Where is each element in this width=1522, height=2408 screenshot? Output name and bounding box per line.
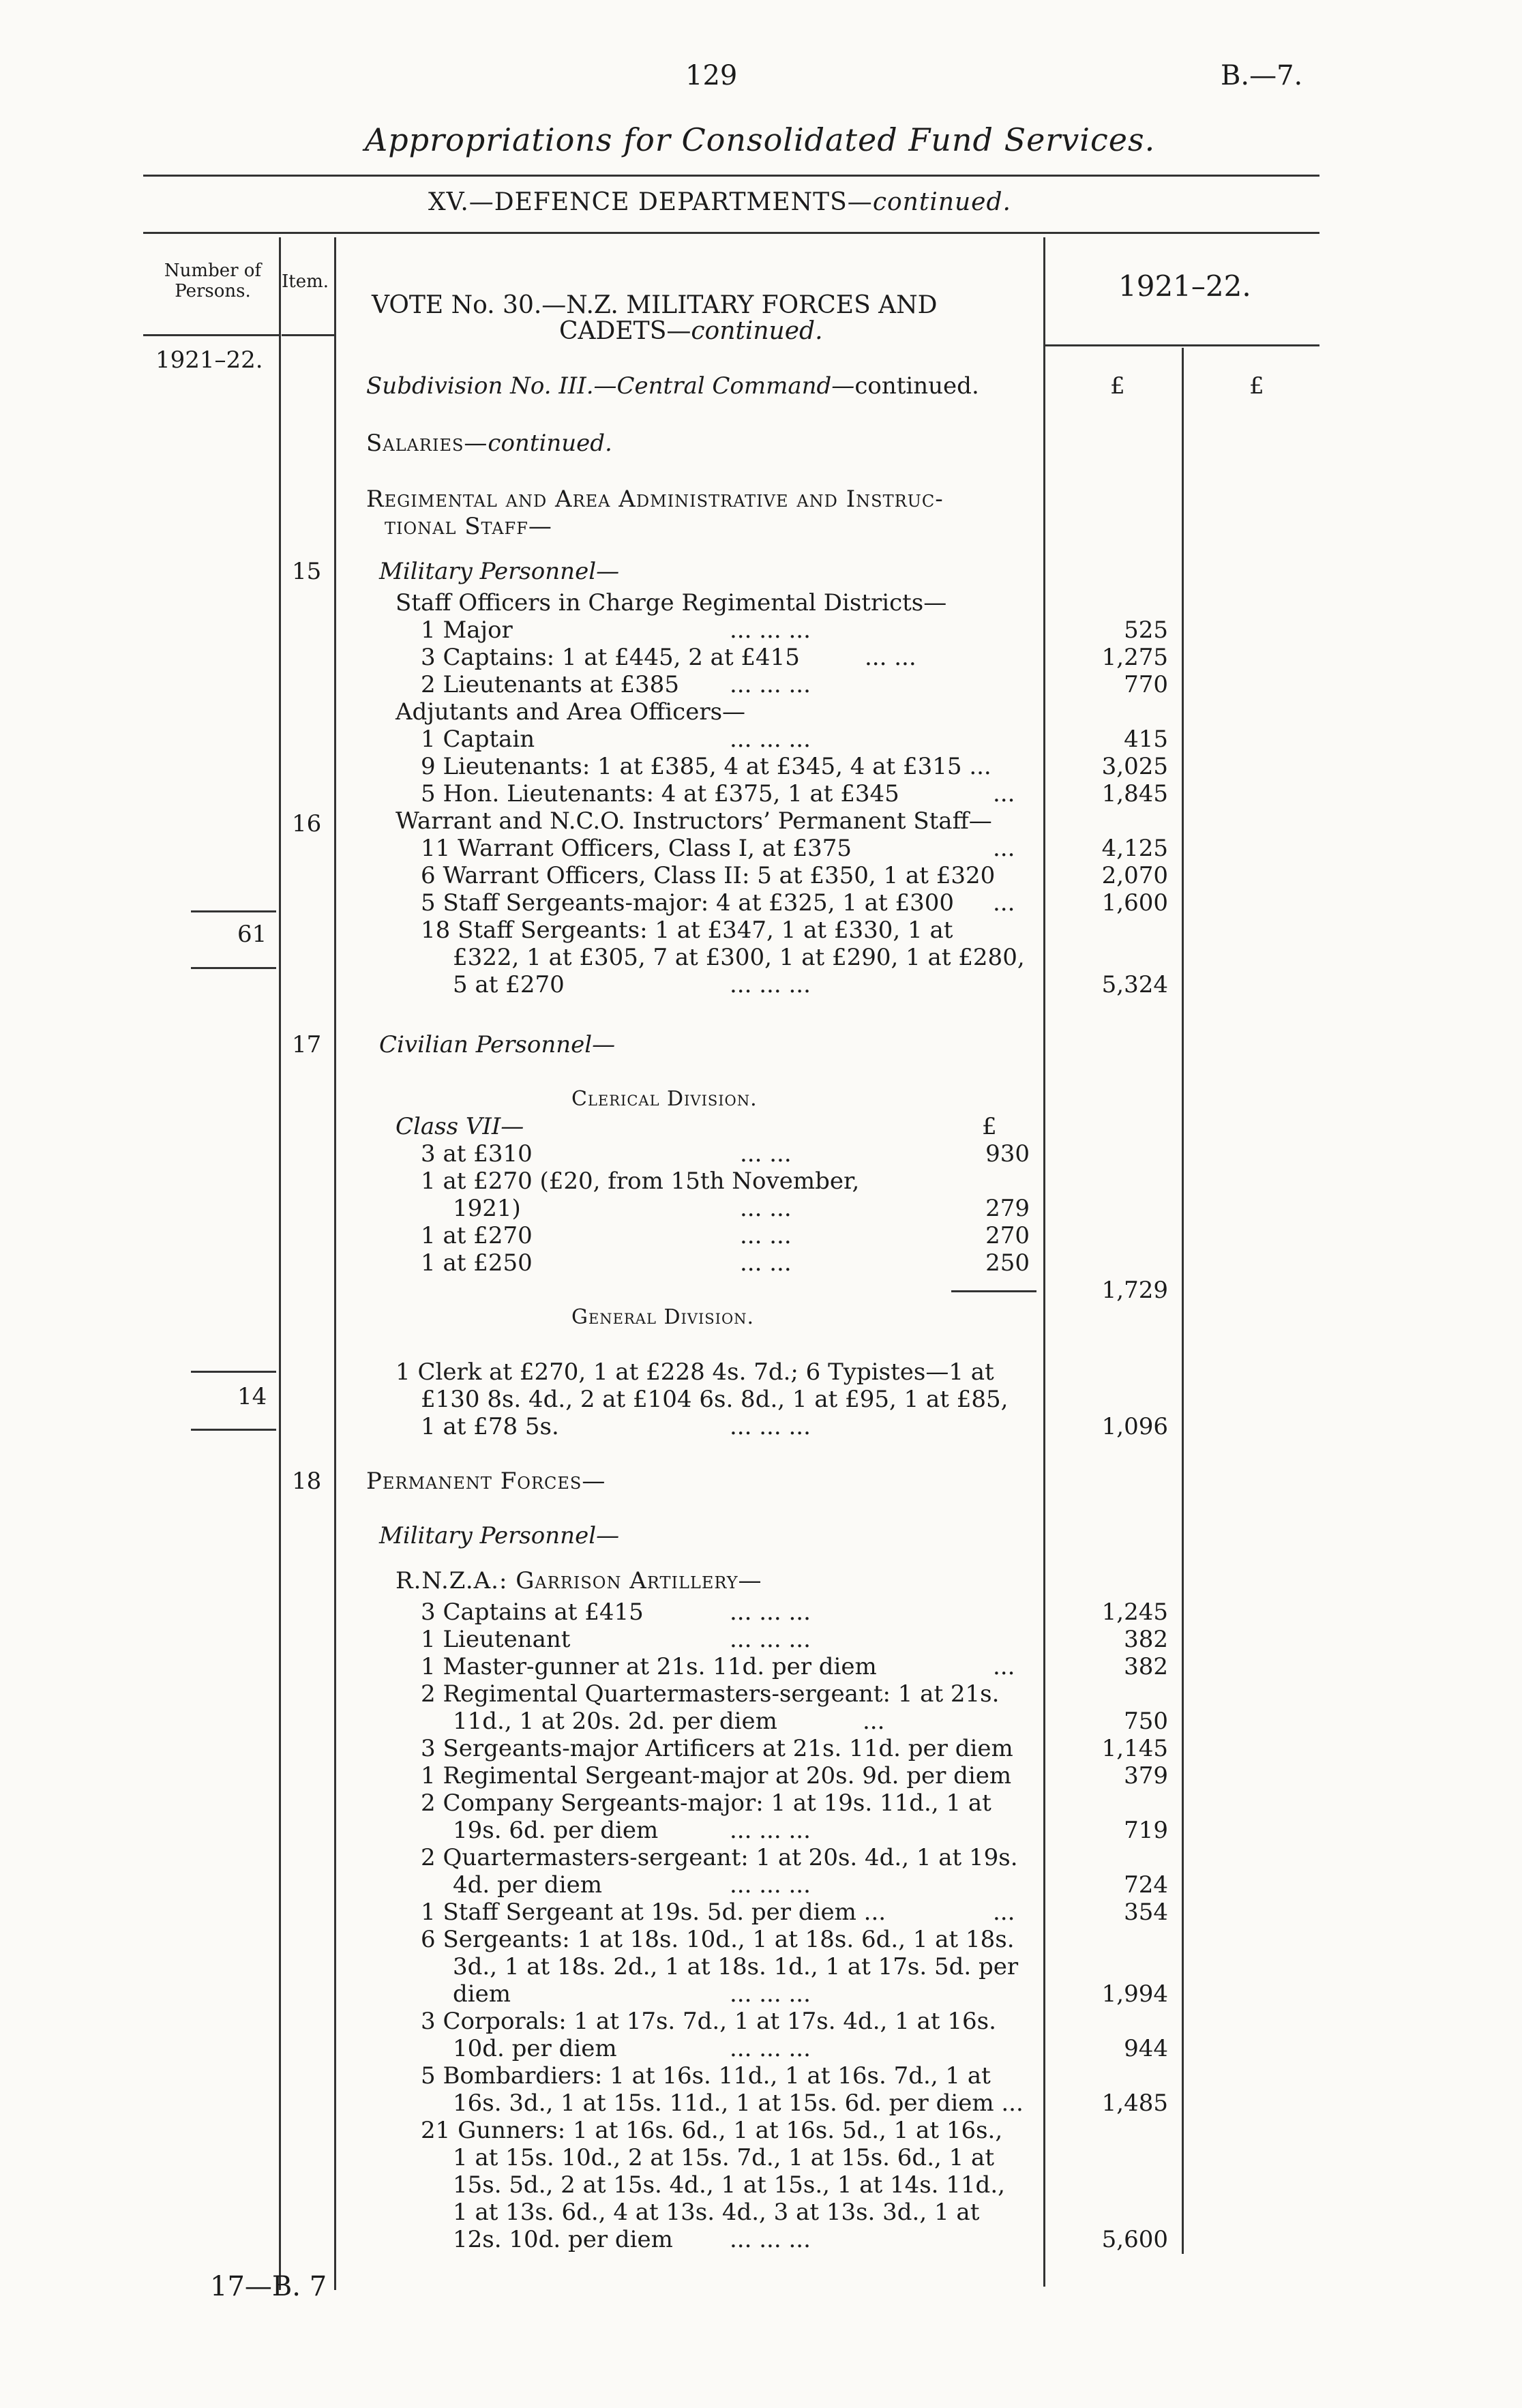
staff-officers-heading: Staff Officers in Charge Regimental Districts—	[396, 589, 947, 616]
perm-line-rsm: 1 Regimental Sergeant-major at 20s. 9d. per diem	[421, 1762, 1012, 1789]
leader-dots: ...	[993, 1653, 1015, 1680]
inner-amount: 279	[985, 1195, 1030, 1222]
leader-dots: ... ... ...	[730, 726, 811, 753]
military-personnel-heading: Military Personnel—	[379, 558, 620, 585]
perm-line-lieutenant: 1 Lieutenant	[421, 1626, 571, 1653]
page-title: Appropriations for Consolidated Fund Services.	[365, 121, 1156, 158]
line-captain: 1 Captain	[421, 726, 535, 753]
column-rule-1	[279, 237, 281, 2290]
amount: 1,145	[1101, 1735, 1168, 1762]
page-number: 129	[685, 60, 738, 91]
inner-pound-sign: £	[982, 1113, 997, 1140]
line-staff-sergeants-2: £322, 1 at £305, 7 at £300, 1 at £290, 1 at £280,	[453, 944, 1025, 971]
vote-heading-1: VOTE No. 30.—N.Z. MILITARY FORCES AND	[372, 291, 938, 319]
amount: 354	[1124, 1899, 1168, 1926]
section-rule	[143, 232, 1319, 234]
clerical-line-270a-2: 1921)	[453, 1195, 521, 1222]
leader-dots: ... ... ...	[730, 2226, 811, 2253]
perm-line-corporals-1: 3 Corporals: 1 at 17s. 7d., 1 at 17s. 4d., 1 at 16s.	[421, 2008, 996, 2035]
regimental-heading-1: Regimental and Area Administrative and Instruc-	[366, 486, 944, 513]
clerical-line-270a-1: 1 at £270 (£20, from 15th November,	[421, 1168, 860, 1195]
leader-dots: ... ...	[740, 1195, 792, 1222]
leader-dots: ...	[993, 1899, 1015, 1926]
perm-line-sergeants-major-artificers: 3 Sergeants-major Artificers at 21s. 11d. per diem	[421, 1735, 1013, 1762]
perm-line-staff-sergeant: 1 Staff Sergeant at 19s. 5d. per diem ...	[421, 1899, 886, 1926]
persons-14: 14	[237, 1383, 267, 1410]
amount: 415	[1124, 726, 1168, 753]
perm-line-gunners-1: 21 Gunners: 1 at 16s. 6d., 1 at 16s. 5d., 1 at 16s.,	[421, 2117, 1003, 2144]
pound-sign-1: £	[1110, 372, 1125, 400]
military-personnel-heading-2: Military Personnel—	[379, 1522, 620, 1549]
amount: 525	[1124, 616, 1168, 644]
permanent-forces-heading: Permanent Forces—	[366, 1468, 606, 1495]
perm-line-bombardiers-1: 5 Bombardiers: 1 at 16s. 11d., 1 at 16s. 7d., 1 at	[421, 2062, 991, 2090]
amount: 5,600	[1101, 2226, 1168, 2253]
leader-dots: ... ...	[740, 1140, 792, 1168]
class-vii-heading: Class VII—	[396, 1113, 524, 1140]
perm-line-corporals-2: 10d. per diem	[453, 2035, 617, 2062]
persons-rule	[191, 910, 276, 912]
clerical-division-heading: Clerical Division.	[571, 1087, 758, 1111]
leader-dots: ...	[993, 780, 1015, 807]
leader-dots: ... ...	[740, 1249, 792, 1277]
perm-line-sergeants-1: 6 Sergeants: 1 at 18s. 10d., 1 at 18s. 6d., 1 at 18s.	[421, 1926, 1015, 1953]
amount: 724	[1124, 1871, 1168, 1899]
item-15: 15	[292, 558, 322, 585]
amount: 382	[1124, 1653, 1168, 1680]
persons-rule	[191, 967, 276, 969]
section-title: XV.—DEFENCE DEPARTMENTS—continued.	[428, 188, 1011, 216]
clerical-line-250: 1 at £250	[421, 1249, 533, 1277]
amount: 4,125	[1101, 835, 1168, 862]
clerical-line-310: 3 at £310	[421, 1140, 533, 1168]
amount: 1,845	[1101, 780, 1168, 807]
line-staff-sergeants-3: 5 at £270	[453, 971, 565, 998]
amount: 379	[1124, 1762, 1168, 1789]
leader-dots: ... ...	[740, 1222, 792, 1249]
perm-line-gunners-2: 1 at 15s. 10d., 2 at 15s. 7d., 1 at 15s. 6d., 1 at	[453, 2144, 994, 2171]
rnza-heading: R.N.Z.A.: Garrison Artillery—	[396, 1567, 762, 1594]
leader-dots: ... ...	[865, 644, 916, 671]
line-6-warrant-officers: 6 Warrant Officers, Class II: 5 at £350, 1 at £320	[421, 862, 996, 889]
persons-rule	[191, 1371, 276, 1373]
salaries-heading: Salaries—continued.	[366, 430, 612, 457]
perm-line-rqms-2: 11d., 1 at 20s. 2d. per diem	[453, 1708, 777, 1735]
subdivision-heading: Subdivision No. III.—Central Command—continued.	[366, 372, 979, 400]
perm-line-gunners-4: 1 at 13s. 6d., 4 at 13s. 4d., 3 at 13s. 3d., 1 at	[453, 2199, 980, 2226]
amount: 3,025	[1101, 753, 1168, 780]
leader-dots: ... ... ...	[730, 971, 811, 998]
persons-61: 61	[237, 921, 267, 948]
amount: 944	[1124, 2035, 1168, 2062]
amount: 750	[1124, 1708, 1168, 1735]
header-year-left: 1921–22.	[155, 346, 263, 374]
clerical-sum-rule	[951, 1290, 1036, 1292]
item-17: 17	[292, 1031, 322, 1058]
perm-line-captains: 3 Captains at £415	[421, 1599, 644, 1626]
perm-line-rqms-1: 2 Regimental Quartermasters-sergeant: 1 at 21s.	[421, 1680, 1000, 1708]
civilian-personnel-heading: Civilian Personnel—	[379, 1031, 616, 1058]
line-9-lieutenants: 9 Lieutenants: 1 at £385, 4 at £345, 4 at £315 ...	[421, 753, 991, 780]
inner-amount: 930	[985, 1140, 1030, 1168]
item-18: 18	[292, 1468, 322, 1495]
leader-dots: ... ... ...	[730, 1626, 811, 1653]
perm-line-csm-1: 2 Company Sergeants-major: 1 at 19s. 11d., 1 at	[421, 1789, 991, 1817]
leader-dots: ...	[993, 835, 1015, 862]
item-16: 16	[292, 810, 322, 837]
header-rule-left	[143, 334, 280, 336]
general-line-1: 1 Clerk at £270, 1 at £228 4s. 7d.; 6 Typistes—1 at	[396, 1358, 994, 1386]
amount: 2,070	[1101, 862, 1168, 889]
amount: 1,485	[1101, 2090, 1168, 2117]
perm-line-sergeants-3: diem	[453, 1980, 511, 2008]
amount: 770	[1124, 671, 1168, 698]
line-hon-lieutenants: 5 Hon. Lieutenants: 4 at £375, 1 at £345	[421, 780, 899, 807]
perm-line-qms-2: 4d. per diem	[453, 1871, 602, 1899]
doc-reference: B.—7.	[1221, 60, 1303, 91]
header-number-of-persons: Number of Persons.	[164, 261, 262, 301]
perm-line-csm-2: 19s. 6d. per diem	[453, 1817, 659, 1844]
amount: 1,600	[1101, 889, 1168, 917]
perm-line-gunners-3: 15s. 5d., 2 at 15s. 4d., 1 at 15s., 1 at 14s. 11d.,	[453, 2171, 1005, 2199]
leader-dots: ... ... ...	[730, 616, 811, 644]
leader-dots: ... ... ...	[730, 1599, 811, 1626]
column-rule-3	[1043, 237, 1045, 2287]
amount: 1,245	[1101, 1599, 1168, 1626]
regimental-heading-2: tional Staff—	[385, 513, 552, 540]
clerical-total: 1,729	[1101, 1277, 1168, 1304]
top-rule	[143, 175, 1319, 177]
general-division-heading: General Division.	[571, 1305, 755, 1329]
line-11-warrant-officers: 11 Warrant Officers, Class I, at £375	[421, 835, 852, 862]
inner-amount: 270	[985, 1222, 1030, 1249]
amount: 719	[1124, 1817, 1168, 1844]
leader-dots: ... ... ...	[730, 1980, 811, 2008]
perm-line-qms-1: 2 Quartermasters-sergeant: 1 at 20s. 4d., 1 at 19s.	[421, 1844, 1018, 1871]
footer-signature: 17—B. 7	[210, 2271, 327, 2302]
line-staff-sergeants-major: 5 Staff Sergeants-major: 4 at £325, 1 at £300	[421, 889, 955, 917]
amount: 382	[1124, 1626, 1168, 1653]
line-major: 1 Major	[421, 616, 513, 644]
persons-rule	[191, 1429, 276, 1431]
perm-line-gunners-5: 12s. 10d. per diem	[453, 2226, 673, 2253]
warrant-nco-heading: Warrant and N.C.O. Instructors’ Permanent Staff—	[396, 807, 992, 835]
leader-dots: ...	[993, 889, 1015, 917]
general-line-3: 1 at £78 5s.	[421, 1413, 559, 1440]
amount: 1,994	[1101, 1980, 1168, 2008]
leader-dots: ... ... ...	[730, 1871, 811, 1899]
header-year-right: 1921–22.	[1118, 269, 1251, 303]
general-total: 1,096	[1101, 1413, 1168, 1440]
line-staff-sergeants-1: 18 Staff Sergeants: 1 at £347, 1 at £330, 1 at	[421, 917, 953, 944]
perm-line-sergeants-2: 3d., 1 at 18s. 2d., 1 at 18s. 1d., 1 at 17s. 5d. per	[453, 1953, 1019, 1980]
perm-line-master-gunner: 1 Master-gunner at 21s. 11d. per diem	[421, 1653, 877, 1680]
general-line-2: £130 8s. 4d., 2 at £104 6s. 8d., 1 at £95, 1 at £85,	[421, 1386, 1009, 1413]
header-rule-right	[1045, 344, 1319, 346]
amount: 5,324	[1101, 971, 1168, 998]
header-item: Item.	[282, 271, 329, 292]
line-captains: 3 Captains: 1 at £445, 2 at £415	[421, 644, 800, 671]
column-rule-4	[1182, 348, 1184, 2254]
vote-heading-2: CADETS—continued.	[559, 317, 823, 345]
leader-dots: ...	[863, 1708, 885, 1735]
clerical-line-270b: 1 at £270	[421, 1222, 533, 1249]
leader-dots: ... ... ...	[730, 1817, 811, 1844]
perm-line-bombardiers-2: 16s. 3d., 1 at 15s. 11d., 1 at 15s. 6d. per diem ...	[453, 2090, 1024, 2117]
leader-dots: ... ... ...	[730, 1413, 811, 1440]
leader-dots: ... ... ...	[730, 671, 811, 698]
inner-amount: 250	[985, 1249, 1030, 1277]
adjutants-heading: Adjutants and Area Officers—	[396, 698, 746, 726]
amount: 1,275	[1101, 644, 1168, 671]
header-rule-item	[282, 334, 335, 336]
pound-sign-2: £	[1249, 372, 1264, 400]
line-lieutenants: 2 Lieutenants at £385	[421, 671, 679, 698]
leader-dots: ... ... ...	[730, 2035, 811, 2062]
column-rule-2	[334, 237, 336, 2290]
